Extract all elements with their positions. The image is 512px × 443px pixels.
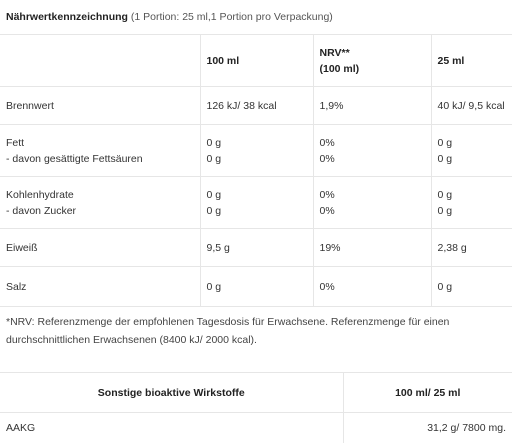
row-nrv: 0%	[313, 267, 431, 307]
header-bioactive-substances: Sonstige bioaktive Wirkstoffe	[0, 373, 343, 413]
row-per-100ml: 9,5 g	[200, 229, 313, 267]
table-header-row	[0, 35, 512, 87]
cell-line: 0%	[319, 188, 335, 201]
header-amount: 100 ml/ 25 ml	[343, 373, 512, 413]
nutrition-caption	[6, 11, 333, 23]
caption-detail: (1 Portion: 25 ml,1 Portion pro Verpackung)	[127, 11, 333, 23]
row-per-100ml: 126 kJ/ 38 kcal	[200, 87, 313, 125]
cell-line: Fett	[6, 136, 25, 149]
row-label	[0, 125, 200, 177]
cell-line: - davon Zucker	[6, 204, 77, 217]
cell-line: 0 g	[437, 188, 453, 201]
cell-line: 0 g	[437, 152, 453, 165]
cell-line: 0%	[319, 136, 335, 149]
row-per-100ml	[200, 177, 313, 229]
row-per-100ml: 0 g	[200, 267, 313, 307]
row-nrv: 1,9%	[313, 87, 431, 125]
nutrition-table	[0, 34, 512, 307]
table-row	[0, 413, 512, 443]
substance-amount: 31,2 g/ 7800 mg.	[343, 413, 512, 443]
row-label: Salz	[0, 267, 200, 307]
cell-line: 0 g	[437, 204, 453, 217]
row-per-25ml: 40 kJ/ 9,5 kcal	[431, 87, 512, 125]
table-row	[0, 125, 512, 177]
row-label	[0, 177, 200, 229]
row-nrv	[313, 177, 431, 229]
table-row	[0, 229, 512, 267]
cell-line: 0%	[319, 204, 335, 217]
row-per-25ml	[431, 125, 512, 177]
row-per-25ml: 0 g	[431, 267, 512, 307]
nrv-footnote: *NRV: Referenzmenge der empfohlenen Tagesdosis für Erwachsene. Referenzmenge für einen durchschnittlichen Erwachsenen (8400 kJ/ 2000 kcal).	[6, 316, 450, 346]
header-per-100ml: 100 ml	[200, 35, 313, 87]
table-row	[0, 267, 512, 307]
cell-line: 0 g	[206, 188, 222, 201]
cell-line: 0 g	[206, 204, 222, 217]
header-label-cell	[0, 35, 200, 87]
table-header-row	[0, 373, 512, 413]
table-row	[0, 177, 512, 229]
cell-line: 0 g	[437, 136, 453, 149]
cell-line: - davon gesättigte Fettsäuren	[6, 152, 143, 165]
bioactive-table	[0, 372, 512, 443]
header-nrv-line-1: NRV**	[319, 46, 350, 59]
header-nrv-line-2: (100 ml)	[319, 62, 360, 75]
cell-line: 0 g	[206, 152, 222, 165]
cell-line: 0 g	[206, 136, 222, 149]
row-label: Brennwert	[0, 87, 200, 125]
header-nrv	[313, 35, 431, 87]
header-per-25ml: 25 ml	[431, 35, 512, 87]
table-row	[0, 87, 512, 125]
cell-line: Kohlenhydrate	[6, 188, 74, 201]
row-label: Eiweiß	[0, 229, 200, 267]
substance-name: AAKG	[0, 413, 343, 443]
row-nrv: 19%	[313, 229, 431, 267]
row-nrv	[313, 125, 431, 177]
row-per-100ml	[200, 125, 313, 177]
cell-line: 0%	[319, 152, 335, 165]
row-per-25ml	[431, 177, 512, 229]
row-per-25ml: 2,38 g	[431, 229, 512, 267]
caption-title: Nährwertkennzeichnung	[6, 11, 128, 23]
